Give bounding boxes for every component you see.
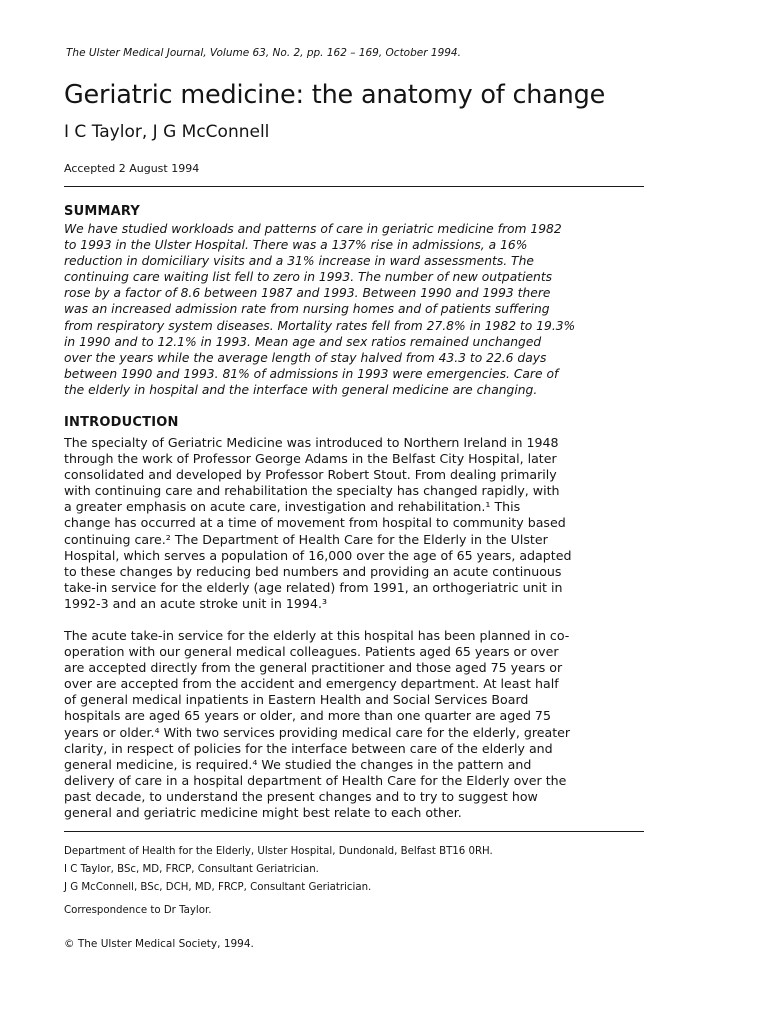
paragraph-line: operation with our general medical colleagues. Patients aged 65 years or over	[64, 644, 559, 660]
paragraph-line: are accepted directly from the general practitioner and those aged 75 years or	[64, 660, 563, 676]
accepted-date: Accepted 2 August 1994	[64, 162, 200, 175]
summary-line: We have studied workloads and patterns of care in geriatric medicine from 1982	[64, 222, 562, 236]
paragraph-line: past decade, to understand the present changes and to try to suggest how	[64, 788, 538, 804]
paragraph-line: Hospital, which serves a population of 16,000 over the age of 65 years, adapted	[64, 547, 572, 563]
paragraph-line: delivery of care in a hospital department of Health Care for the Elderly over the	[64, 772, 567, 788]
article-authors: I C Taylor, J G McConnell	[64, 122, 270, 142]
summary-line: rose by a factor of 8.6 between 1987 and 1993. Between 1990 and 1993 there	[64, 286, 551, 301]
summary-line: over the years while the average length of stay halved from 43.3 to 22.6 days	[64, 350, 547, 365]
paragraph-line: take-in service for the elderly (age related) from 1991, an orthogeriatric unit in	[64, 579, 563, 595]
summary-line: continuing care waiting list fell to zero in 1993. The number of new outpatients	[64, 270, 553, 285]
paragraph-line: with continuing care and rehabilitation the specialty has changed rapidly, with	[64, 483, 560, 499]
footnote-divider	[64, 831, 644, 832]
paragraph-line: to these changes by reducing bed numbers and providing an acute continuous	[64, 563, 562, 579]
summary-line: the elderly in hospital and the interface with general medicine are changing.	[64, 382, 538, 397]
summary-line: between 1990 and 1993. 81% of admissions in 1993 were emergencies. Care of	[64, 366, 559, 381]
paragraph-line: The acute take-in service for the elderly at this hospital has been planned in co-	[64, 628, 570, 643]
paragraph-line: a greater emphasis on acute care, investigation and rehabilitation.¹ This	[64, 499, 521, 515]
footnote-author-2: J G McConnell, BSc, DCH, MD, FRCP, Consultant Geriatrician.	[64, 882, 372, 893]
introduction-paragraph-2	[64, 628, 646, 821]
footnote-author-1: I C Taylor, BSc, MD, FRCP, Consultant Geriatrician.	[64, 864, 319, 875]
paragraph-line: of general medical inpatients in Eastern Health and Social Services Board	[64, 692, 529, 708]
paragraph-line: continuing care.² The Department of Health Care for the Elderly in the Ulster	[64, 531, 548, 547]
paragraph-line: consolidated and developed by Professor Robert Stout. From dealing primarily	[64, 467, 557, 483]
paragraph-line: change has occurred at a time of movement from hospital to community based	[64, 515, 566, 531]
paragraph-line: years or older.⁴ With two services providing medical care for the elderly, greater	[64, 724, 571, 740]
introduction-heading: INTRODUCTION	[64, 415, 179, 430]
summary-line: in 1990 and to 12.1% in 1993. Mean age and sex ratios remained unchanged	[64, 334, 542, 349]
paragraph-line: The specialty of Geriatric Medicine was introduced to Northern Ireland in 1948	[64, 435, 559, 450]
summary-line: reduction in domiciliary visits and a 31% increase in ward assessments. The	[64, 254, 534, 269]
footnote-correspondence: Correspondence to Dr Taylor.	[64, 905, 212, 916]
copyright-notice: © The Ulster Medical Society, 1994.	[64, 938, 254, 950]
journal-citation: The Ulster Medical Journal, Volume 63, No. 2, pp. 162 – 169, October 1994.	[66, 47, 461, 59]
summary-heading: SUMMARY	[64, 204, 140, 219]
footnote-department: Department of Health for the Elderly, Ulster Hospital, Dundonald, Belfast BT16 0RH.	[64, 846, 493, 857]
paragraph-line: 1992-3 and an acute stroke unit in 1994.³	[64, 595, 328, 611]
paragraph-line: through the work of Professor George Adams in the Belfast City Hospital, later	[64, 451, 557, 467]
paragraph-line: general and geriatric medicine might best relate to each other.	[64, 805, 462, 821]
summary-line: was an increased admission rate from nursing homes and of patients suffering	[64, 302, 550, 317]
paragraph-line: hospitals are aged 65 years or older, and more than one quarter are aged 75	[64, 708, 551, 724]
summary-line: from respiratory system diseases. Mortality rates fell from 27.8% in 1982 to 19.3%	[64, 318, 576, 333]
article-title: Geriatric medicine: the anatomy of change	[64, 80, 606, 110]
paragraph-line: general medicine, is required.⁴ We studied the changes in the pattern and	[64, 756, 532, 772]
introduction-paragraph-1	[64, 435, 646, 612]
paragraph-line: over are accepted from the accident and emergency department. At least half	[64, 676, 559, 692]
header-divider	[64, 186, 644, 187]
summary-line: to 1993 in the Ulster Hospital. There was a 137% rise in admissions, a 16%	[64, 238, 528, 253]
summary-body	[64, 221, 646, 398]
paragraph-line: clarity, in respect of policies for the interface between care of the elderly and	[64, 740, 553, 756]
